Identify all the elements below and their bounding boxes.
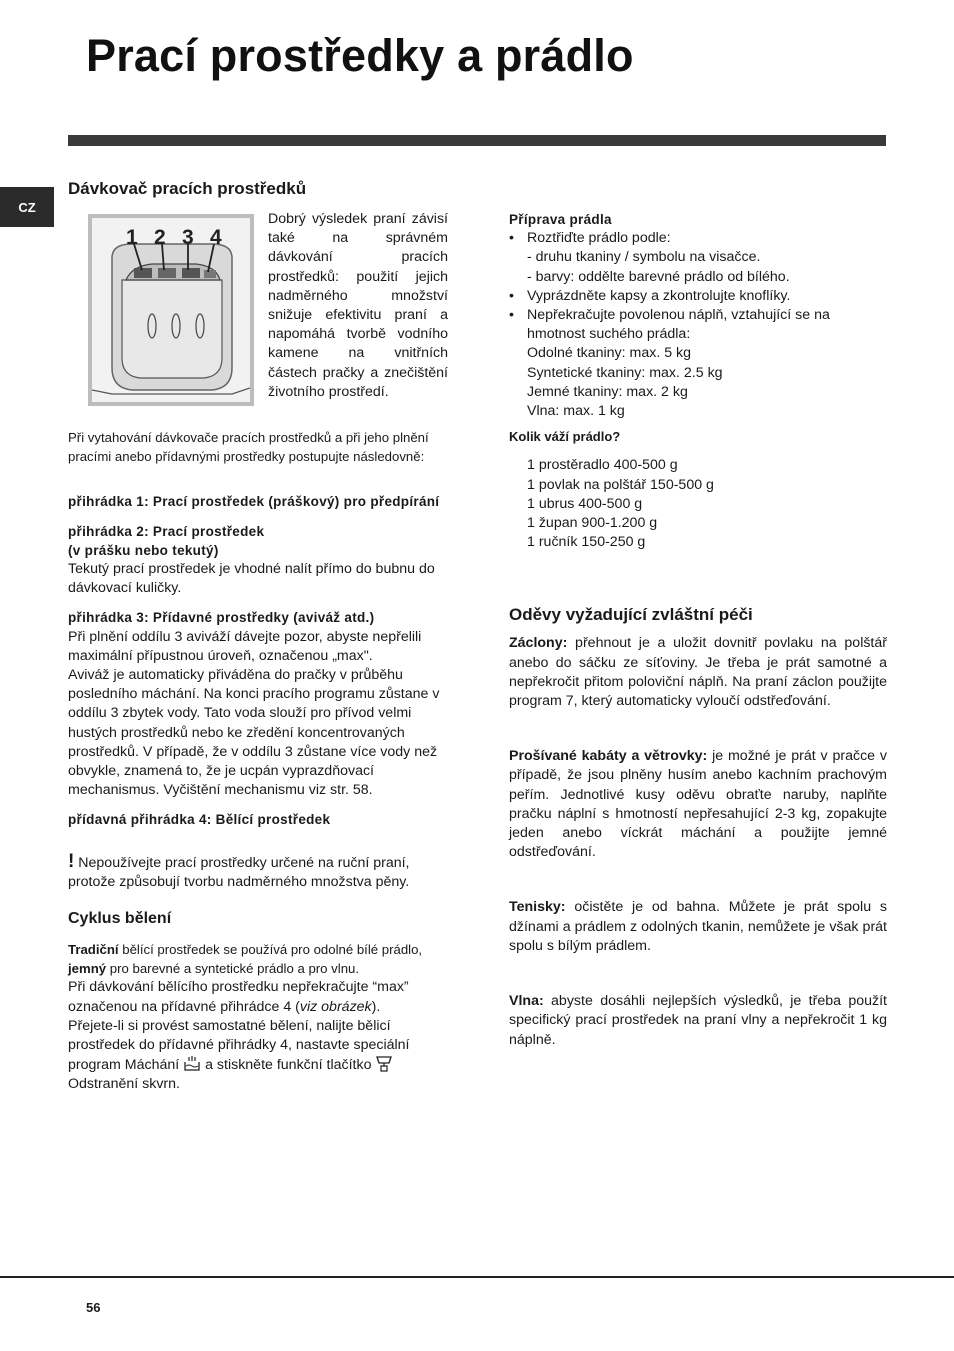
wool-label: Vlna:: [509, 993, 544, 1010]
figure-label-3: 3: [182, 226, 194, 249]
laundry-prep-label: Příprava prádla: [509, 212, 612, 227]
dispenser-intro: Dobrý výsledek praní závisí také na správném dávkování pracích prostředků: použití jejich nadměrného množství snižuje efektivitu praní a napomáhá tvorbě vodního kamene na vnitřních částech pračky a znečištění životního prostředí.: [268, 211, 448, 400]
compartment-2-label: přihrádka 2: Prací prostředek: [68, 523, 265, 539]
bleach-text-1: bělící prostředek se používá pro odolné bílé prádlo,: [118, 942, 423, 958]
prep-item-sort: Roztřiďte prádlo podle:: [527, 230, 671, 247]
coats-body: je možné je prát v pračce v případě, že jsou plněny husím anebo kachním prachovým peřím. Jednotlivé kusy oděvu obraťte naruby, naplňte pračku náplní s hmotností nepřesahující 2-3 kg, zopakujte jeden anebo víckrát máchání a použijte jemné odstřeďování.: [509, 748, 888, 861]
bleach-para-2: [68, 978, 448, 1016]
figure-label-4: 4: [210, 226, 222, 249]
bleach-text-2: pro barevné a syntetické prádlo a pro vlnu.: [106, 961, 360, 977]
compartment-3-label: přihrádka 3: Přídavné prostředky (aviváž atd.): [68, 610, 375, 626]
figure-label-2: 2: [154, 226, 166, 249]
footer-rule: [0, 1276, 954, 1278]
right-column: [509, 210, 887, 1050]
load-limit: Jemné tkaniny: max. 2 kg: [527, 383, 688, 400]
rinse-program-icon: [183, 1055, 201, 1072]
bleach-traditional: Tradiční: [68, 942, 119, 958]
weight-item: 1 ubrus 400-500 g: [527, 495, 643, 512]
curtains-body: přehnout je a uložit dovnitř povlaku na polštář anebo do sáčku ze síťoviny. Je třeba je prát samotné a nepřekročit přitom poloviční náplň. Na praní záclon použijte program 7, který automaticky vyloučí odstřeďování.: [509, 635, 887, 710]
prep-sub-item: - barvy: oddělte barevné prádlo od bílého.: [527, 268, 790, 285]
bleach-para-1: [68, 940, 448, 978]
list-item: [509, 306, 887, 421]
compartment-2-sublabel: (v prášku nebo tekutý): [68, 542, 219, 558]
warning-note: [68, 852, 448, 892]
page-number: 56: [86, 1300, 101, 1315]
load-limit: Odolné tkaniny: max. 5 kg: [527, 345, 692, 362]
compartment-3-text-1: Při plnění oddílu 3 aviváží dávejte pozor, abyste nepřelili maximální přípustnou úroveň, označenou „max".: [68, 628, 422, 664]
weight-item: 1 povlak na polštář 150-500 g: [527, 476, 714, 493]
compartment-4-label: přídavná přihrádka 4: Bělící prostředek: [68, 812, 331, 828]
bleach-gentle: jemný: [68, 961, 107, 977]
load-limit: Vlna: max. 1 kg: [527, 403, 625, 420]
compartment-2-text: Tekutý prací prostředek je vhodné nalít přímo do bubnu do dávkovací kuličky.: [68, 561, 435, 597]
warning-icon: !: [68, 850, 75, 872]
dispenser-instructions: Při vytahování dávkovače pracích prostředků a při jeho plnění pracími anebo přídavnými prostředky postupujte následovně:: [68, 430, 429, 465]
bleach-para-3: [68, 1017, 448, 1095]
weight-item: 1 ručník 150-250 g: [527, 534, 646, 551]
bleach-p2-italic: viz obrázek: [299, 998, 372, 1015]
curtains-label: Záclony:: [509, 635, 568, 652]
stain-removal-icon: [375, 1055, 393, 1072]
wool-body: abyste dosáhli nejlepších výsledků, je třeba použít specifický prací prostředek na praní vlny a nepřekročit 1 kg náplně.: [509, 993, 887, 1048]
dispenser-illustration: [88, 214, 254, 406]
warning-text: Nepoužívejte prací prostředky určené na ruční praní, protože způsobují tvorbu nadměrného množstva pěny.: [68, 854, 410, 890]
sneakers-body: očistěte je od bahna. Můžete je prát spolu s džínami a prádlem z odolných tkanin, nemůžete je však prát spolu s bílým prádlem.: [509, 899, 887, 954]
page-title: Prací prostředky a prádlo: [86, 30, 634, 81]
prep-sub-item: - druhu tkaniny / symbolu na visačce.: [527, 249, 761, 266]
laundry-prep-list: [509, 229, 887, 421]
header-rule: [68, 135, 886, 146]
left-column: [68, 178, 448, 1095]
weight-item: 1 župan 900-1.200 g: [527, 515, 658, 532]
language-tab: CZ: [0, 187, 54, 227]
compartment-1-label: přihrádka 1: Prací prostředek (práškový) pro předpírání: [68, 494, 440, 510]
dispenser-drawing: [92, 218, 250, 402]
bleach-p2-a: Při dávkování bělícího prostředku nepřekračujte “max” označenou na přídavné přihrádce 4 (: [68, 979, 409, 1015]
coats-text: [509, 747, 887, 862]
figure-label-1: 1: [126, 226, 138, 249]
coats-label: Prošívané kabáty a větrovky:: [509, 748, 708, 765]
weight-list: [509, 456, 887, 552]
bleach-p3-c: Odstranění skvrn.: [68, 1076, 180, 1093]
sneakers-text: [509, 898, 887, 956]
list-item: • Vyprázdněte kapsy a zkontrolujte knoflíky.: [509, 287, 887, 306]
bleach-p3-a: Přejete-li si provést samostatné bělení, nalijte bělicí prostředek do přídavné přihrádky 4, nastavte speciální program Máchání: [68, 1017, 410, 1074]
dispenser-heading: Dávkovač pracích prostředků: [68, 179, 307, 198]
curtains-text: [509, 634, 887, 711]
special-care-heading: Oděvy vyžadující zvláštní péči: [509, 605, 753, 625]
wool-text: [509, 992, 887, 1050]
weight-item: 1 prostěradlo 400-500 g: [527, 457, 678, 474]
bleach-heading: Cyklus bělení: [68, 910, 172, 928]
weight-heading: Kolik váží prádlo?: [509, 429, 621, 445]
list-item: [509, 229, 887, 287]
bleach-p2-b: ).: [371, 998, 381, 1015]
bleach-p3-b: a stiskněte funkční tlačítko: [201, 1057, 376, 1074]
sneakers-label: Tenisky:: [509, 899, 566, 916]
compartment-3-text-2: Aviváž je automaticky přiváděna do pračky v průběhu posledního máchání. Na konci pracího programu zůstane v oddílu 3 zbytek vody. Tato voda slouží pro přívod velmi hustých prostředků nebo ke zředění koncentrovaných prostředků. V případě, že v oddílu 3 zůstane více vody než obvykle, znamená to, že je ucpán vyprazdňovací mechanismus. Vyčištění mechanismu viz str. 58.: [68, 667, 440, 799]
load-limit: Syntetické tkaniny: max. 2.5 kg: [527, 364, 723, 381]
prep-item-load: Nepřekračujte povolenou náplň, vztahující se na hmotnost suchého prádla:: [527, 307, 830, 343]
